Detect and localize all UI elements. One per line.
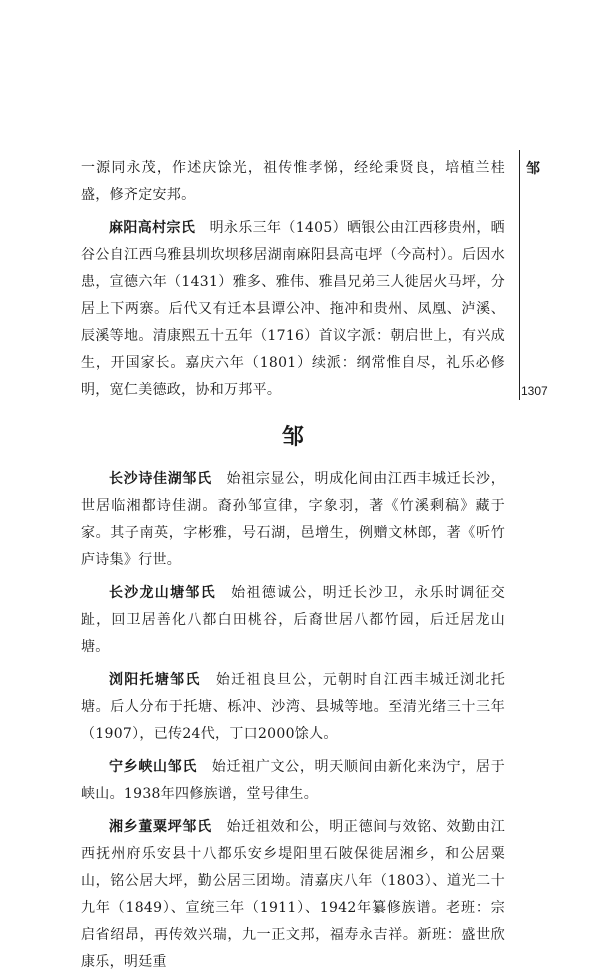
entry-name: 湘乡董粟坪邹氏 xyxy=(109,819,212,835)
entry-name: 麻阳高村宗氏 xyxy=(109,220,196,236)
entry-paragraph xyxy=(81,580,505,661)
margin-rule xyxy=(519,150,520,400)
running-header-char: 邹 xyxy=(526,161,540,177)
page-body xyxy=(81,155,505,976)
entry-paragraph xyxy=(81,215,505,404)
entries-list xyxy=(81,466,505,976)
entry-text: 始祖德诚公，明迁长沙卫，永乐时调征交趾，回卫居善化八都白田桃谷，后裔世居八都竹园，后迁居龙山塘。 xyxy=(81,585,505,655)
entry-text: 始迁祖广文公，明天顺间由新化来沩宁，居于峡山。1938年四修族谱，堂号律生。 xyxy=(81,759,505,802)
entry-text: 始迁祖良旦公，元朝时自江西丰城迁浏北托塘。后人分布于托塘、栎冲、沙湾、县城等地。至清光绪三十三年（1907），已传24代，丁口2000馀人。 xyxy=(81,672,505,742)
entry-name: 宁乡峡山邹氏 xyxy=(109,759,198,775)
entry-text: 明永乐三年（1405）晒银公由江西移贵州，晒谷公自江西乌雅县圳坎坝移居湖南麻阳县高屯坪（今高村）。后因水患，宣德六年（1431）雅多、雅伟、雅昌兄弟三人徙居火马坪，分居上下两寨。后代又有迁本县谭公冲、拖冲和贵州、凤凰、泸溪、辰溪等地。清康熙五十五年（1716）首议字派：朝启世上，有兴成生，开国家长。嘉庆六年（1801）续派：纲常惟自尽，礼乐必修明，宽仁美德政，协和万邦平。 xyxy=(81,220,505,398)
entry-paragraph xyxy=(81,667,505,748)
entry-text: 始祖宗显公，明成化间由江西丰城迁长沙，世居临湘都诗佳湖。裔孙邹宣律，字象羽，著《竹溪剩稿》藏于家。其子南英，字彬雅，号石湖，邑增生，例赠文林郎，著《听竹庐诗集》行世。 xyxy=(81,471,505,568)
entry-name: 长沙诗佳湖邹氏 xyxy=(109,471,212,487)
continuation-paragraph: 一源同永茂，作述庆馀光，祖传惟孝悌，经纶秉贤良，培植兰桂盛，修齐定安邦。 xyxy=(81,160,505,203)
entry-name: 长沙龙山塘邹氏 xyxy=(109,585,216,601)
entry-paragraph xyxy=(81,466,505,574)
entry-text: 始迁祖效和公，明正德间与效铭、效勤由江西抚州府乐安县十八都乐安乡堤阳里石陂保徙居湘乡，和公居粟山，铭公居大坪，勤公居三团坳。清嘉庆八年（1803）、道光二十九年（1849）、宣统三年（1911）、1942年纂修族谱。老班：宗启省绍昂，再传效兴瑞，九一正文邦，福寿永吉祥。新班：盛世欣康乐，明廷重 xyxy=(81,819,505,970)
entry-paragraph xyxy=(81,814,505,976)
page-number: 1307 xyxy=(521,384,548,398)
entries-before xyxy=(81,215,505,404)
entry-paragraph xyxy=(81,754,505,808)
section-heading: 邹 xyxy=(281,425,304,450)
entry-name: 浏阳托塘邹氏 xyxy=(109,672,201,688)
